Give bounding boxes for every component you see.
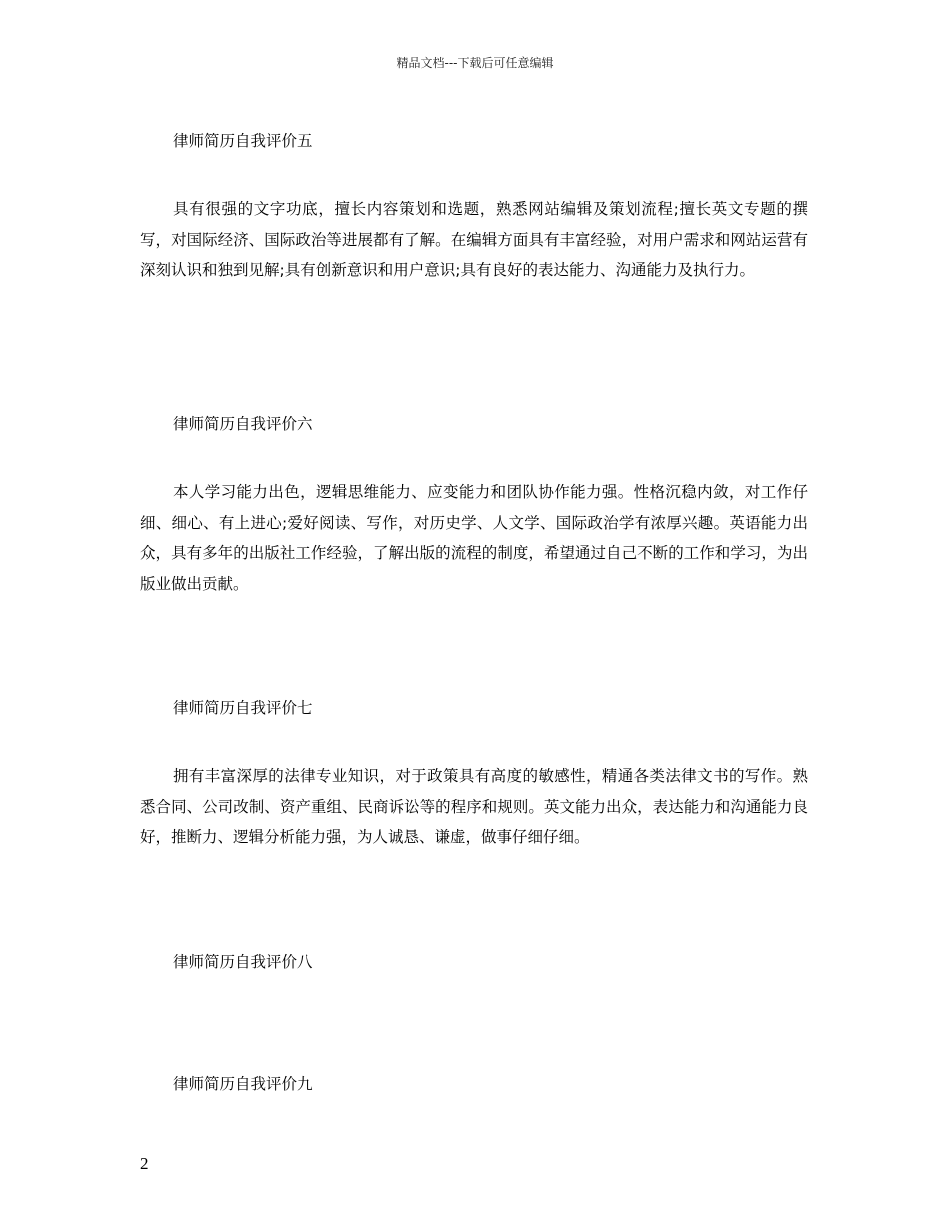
page-header: 精品文档---下载后可任意编辑 <box>396 56 554 70</box>
section-heading: 律师简历自我评价七 <box>173 699 313 717</box>
section-heading: 律师简历自我评价五 <box>173 132 313 150</box>
section-heading: 律师简历自我评价八 <box>173 953 313 971</box>
section-paragraph: 本人学习能力出色，逻辑思维能力、应变能力和团队协作能力强。性格沉稳内敛，对工作仔细、细心、有上进心;爱好阅读、写作，对历史学、人文学、国际政治学有浓厚兴趣。英语能力出众，具有多年的出版社工作经验，了解出版的流程的制度，希望通过自己不断的工作和学习，为出版业做出贡献。 <box>140 483 808 593</box>
section-heading: 律师简历自我评价六 <box>173 415 313 433</box>
section-heading: 律师简历自我评价九 <box>173 1075 313 1093</box>
section-paragraph: 拥有丰富深厚的法律专业知识，对于政策具有高度的敏感性，精通各类法律文书的写作。熟悉合同、公司改制、资产重组、民商诉讼等的程序和规则。英文能力出众，表达能力和沟通能力良好，推断力、逻辑分析能力强，为人诚恳、谦虚，做事仔细仔细。 <box>140 767 808 846</box>
section-paragraph: 具有很强的文字功底，擅长内容策划和选题，熟悉网站编辑及策划流程;擅长英文专题的撰写，对国际经济、国际政治等进展都有了解。在编辑方面具有丰富经验，对用户需求和网站运营有深刻认识和独到见解;具有创新意识和用户意识;具有良好的表达能力、沟通能力及执行力。 <box>140 200 808 279</box>
page-number: 2 <box>140 1154 149 1173</box>
